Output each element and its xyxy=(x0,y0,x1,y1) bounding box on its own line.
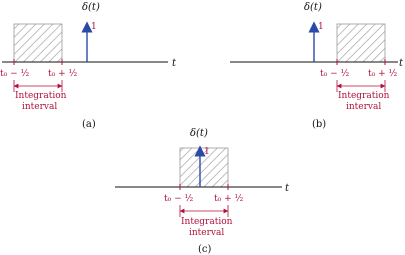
bound-left-label: t₀ − ½ xyxy=(320,69,350,79)
interval-label-line2: interval xyxy=(189,228,225,238)
interval-label-line1: Integration xyxy=(181,217,233,227)
axis-label: t xyxy=(285,183,290,194)
bound-right-label: t₀ + ½ xyxy=(368,69,398,79)
interval-label-line2: interval xyxy=(22,102,58,112)
interval-label-line1: Integration xyxy=(338,91,390,101)
caption: (a) xyxy=(82,119,96,130)
caption: (b) xyxy=(312,119,327,130)
axis-label: t xyxy=(399,58,404,69)
integration-region xyxy=(14,24,62,62)
caption: (c) xyxy=(198,244,212,255)
signal-label: δ(t) xyxy=(190,128,208,139)
axis-label: t xyxy=(172,58,177,69)
bound-left-label: t₀ − ½ xyxy=(164,194,194,204)
panel-b xyxy=(230,2,404,130)
impulse-value-label: 1 xyxy=(204,147,210,157)
signal-label: δ(t) xyxy=(82,2,100,13)
impulse-value-label: 1 xyxy=(318,22,324,32)
interval-label-line1: Integration xyxy=(15,91,67,101)
panel-a xyxy=(0,2,177,130)
interval-label-line2: interval xyxy=(346,102,382,112)
bound-right-label: t₀ + ½ xyxy=(48,69,78,79)
signal-label: δ(t) xyxy=(304,2,322,13)
integration-region xyxy=(337,24,385,62)
panel-c xyxy=(115,128,290,255)
bound-right-label: t₀ + ½ xyxy=(214,194,244,204)
impulse-value-label: 1 xyxy=(91,22,97,32)
bound-left-label: t₀ − ½ xyxy=(0,69,30,79)
